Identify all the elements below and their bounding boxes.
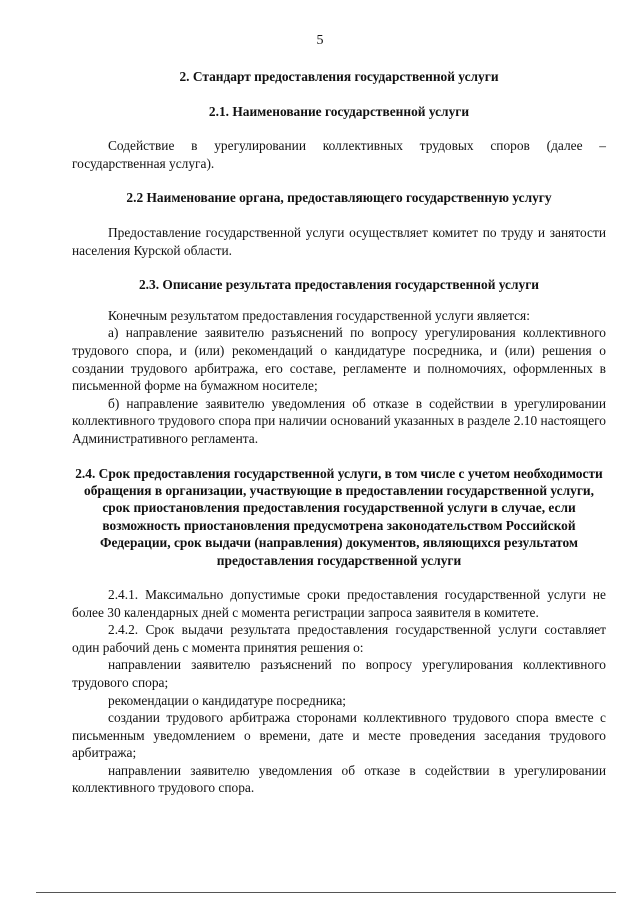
section-2-2-heading: 2.2 Наименование органа, предоставляющего государственную услугу	[126, 190, 552, 206]
footer-rule	[36, 892, 616, 893]
section-2-4-paragraph-3: направлении заявителю разъяснений по вопросу урегулирования коллективного трудового спора;	[72, 657, 606, 690]
page-number: 5	[316, 33, 324, 48]
section-2-3-heading: 2.3. Описание результата предоставления государственной услуги	[138, 277, 540, 293]
section-2-4-paragraph-2: 2.4.2. Срок выдачи результата предоставления государственной услуги составляет один рабочий день с момента принятия решения о:	[72, 622, 606, 655]
section-2-4-heading: 2.4. Срок предоставления государственной услуги, в том числе с учетом необходимости обращения в организации, участвующие в предоставлении государственной услуги, срок приостановления предоставления государственной услуги в случае, если возможность приостановления предусмотрена законодательством Российской Федерации, срок выдачи (направления) документов, являющихся результатом предоставления государственной услуги	[75, 465, 603, 568]
section-2-3-paragraph-3: б) направление заявителю уведомления об отказе в содействии в урегулировании коллективного трудового спора при наличии оснований указанных в разделе 2.10 настоящего Административного регламента.	[72, 395, 606, 446]
section-2-3-paragraph-1: Конечным результатом предоставления государственной услуги является:	[108, 307, 530, 323]
section-2-1-heading: 2.1. Наименование государственной услуги	[208, 103, 470, 119]
section-2-heading: 2. Стандарт предоставления государственной услуги	[179, 69, 499, 84]
document-body	[72, 68, 606, 797]
section-2-4-paragraph-6: направлении заявителю уведомления об отказе в содействии в урегулировании коллективного трудового спора.	[72, 762, 606, 796]
section-2-1-text: Содействие в урегулировании коллективных трудовых споров (далее – государственная услуга).	[72, 138, 606, 171]
section-2-2-text: Предоставление государственной услуги осуществляет комитет по труду и занятости населения Курской области.	[72, 224, 606, 258]
section-2-4-paragraph-4: рекомендации о кандидатуре посредника;	[108, 692, 347, 708]
section-2-4-paragraph-1: 2.4.1. Максимально допустимые сроки предоставления государственной услуги не более 30 календарных дней с момента регистрации запроса заявителя в комитете.	[72, 586, 606, 620]
section-2-4-paragraph-5: создании трудового арбитража сторонами коллективного трудового спора вместе с письменным уведомлением о времени, дате и месте проведения заседания трудового арбитража;	[72, 710, 606, 761]
section-2-3-paragraph-2: а) направление заявителю разъяснений по вопросу урегулирования коллективного трудового спора, и (или) рекомендаций о кандидатуре посредника, и (или) решения о создании трудового арбитража, его составе, регламенте и полномочиях, оформленных в письменной форме на бумажном носителе;	[72, 325, 606, 394]
